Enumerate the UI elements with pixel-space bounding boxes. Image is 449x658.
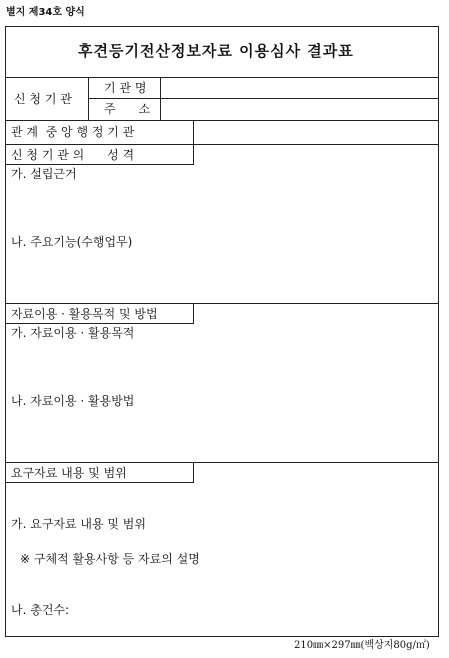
supervising-agency-field[interactable] bbox=[194, 121, 438, 143]
request-section-label: 요구자료 내용 및 범위 bbox=[11, 466, 127, 480]
address-label: 주 소 bbox=[104, 102, 151, 116]
address-field[interactable] bbox=[161, 99, 438, 120]
main-function-label: 나. 주요기능(수행업무) bbox=[11, 235, 133, 249]
total-count-field[interactable] bbox=[6, 595, 438, 635]
supervising-agency-label: 관 계 중 앙 행 정 기 관 bbox=[11, 125, 135, 139]
institution-name-field[interactable] bbox=[161, 78, 438, 98]
total-count-label: 나. 총건수: bbox=[11, 603, 70, 617]
purpose-section-label: 자료이용 · 활용목적 및 방법 bbox=[11, 307, 158, 321]
request-note-label: ※ 구체적 활용사항 등 자료의 설명 bbox=[20, 552, 200, 566]
applicant-label: 신 청 기 관 bbox=[14, 92, 72, 106]
paper-spec-label: 210㎜×297㎜(백상지80g/㎡) bbox=[294, 640, 430, 651]
form-number-label: 별지 제34호 양식 bbox=[6, 7, 85, 18]
nature-label: 신 청 기 관 의 성 격 bbox=[11, 148, 135, 162]
institution-name-label: 기 관 명 bbox=[104, 81, 147, 95]
establishment-basis-label: 가. 설립근거 bbox=[11, 167, 77, 181]
form-title: 후견등기전산정보자료 이용심사 결과표 bbox=[78, 42, 354, 60]
usage-method-label: 나. 자료이용 · 활용방법 bbox=[11, 394, 135, 408]
usage-purpose-label: 가. 자료이용 · 활용목적 bbox=[11, 326, 135, 340]
request-scope-label: 가. 요구자료 내용 및 범위 bbox=[11, 517, 146, 531]
request-scope-field[interactable] bbox=[6, 485, 438, 593]
